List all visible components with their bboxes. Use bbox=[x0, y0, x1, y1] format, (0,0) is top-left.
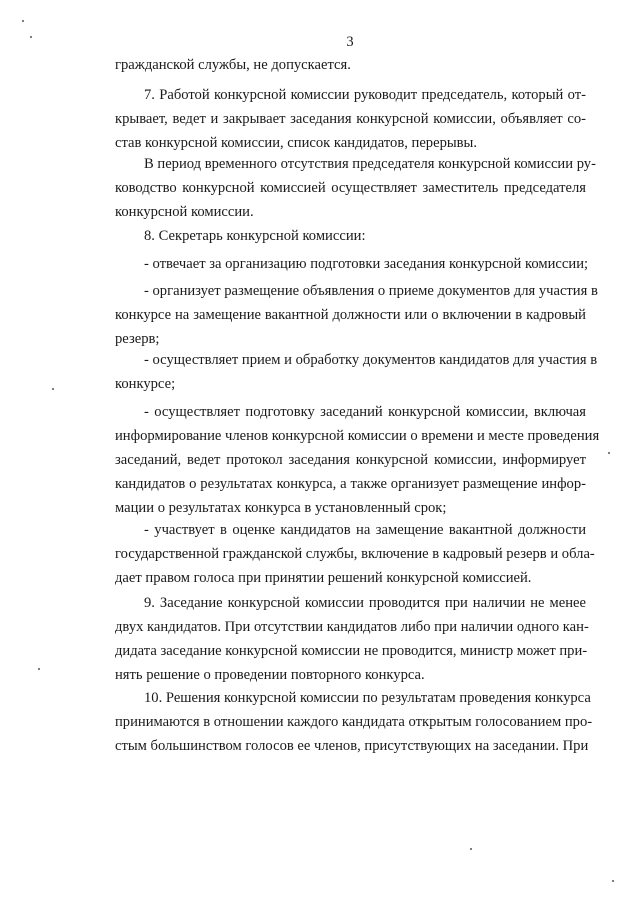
text-line: - осуществляет подготовку заседаний конкурсной комиссии, включая bbox=[144, 404, 586, 420]
text-line: 9. Заседание конкурсной комиссии проводится при наличии не менее bbox=[144, 595, 586, 611]
paragraph bbox=[115, 591, 589, 687]
scan-speck bbox=[608, 452, 610, 454]
text-line: - организует размещение объявления о приеме документов для участия в bbox=[144, 283, 598, 299]
text-line: дидата заседание конкурсной комиссии не проводится, министр может при- bbox=[115, 643, 588, 659]
paragraph bbox=[115, 400, 600, 520]
text-line: информирование членов конкурсной комиссии о времени и месте проведения bbox=[115, 428, 600, 444]
text-line: - осуществляет прием и обработку документов кандидатов для участия в bbox=[144, 352, 598, 368]
text-line: 7. Работой конкурсной комиссии руководит председатель, который от- bbox=[144, 87, 586, 103]
paragraph bbox=[115, 348, 598, 396]
paragraph bbox=[115, 518, 595, 590]
text-line: став конкурсной комиссии, список кандидатов, перерывы. bbox=[115, 135, 478, 151]
paragraph bbox=[115, 83, 586, 155]
text-line: - отвечает за организацию подготовки заседания конкурсной комиссии; bbox=[144, 256, 589, 272]
text-line: В период временного отсутствия председателя конкурсной комиссии ру- bbox=[144, 156, 596, 172]
paragraph bbox=[115, 279, 598, 351]
text-line: нять решение о проведении повторного конкурса. bbox=[115, 667, 425, 683]
text-line: резерв; bbox=[115, 331, 160, 347]
text-line: мации о результатах конкурса в установленный срок; bbox=[115, 500, 447, 516]
text-line: 10. Решения конкурсной комиссии по результатам проведения конкурса bbox=[144, 690, 591, 706]
scan-speck bbox=[52, 388, 54, 390]
text-line: - участвует в оценке кандидатов на замещение вакантной должности bbox=[144, 522, 586, 538]
text-line: государственной гражданской службы, включение в кадровый резерв и обла- bbox=[115, 546, 595, 562]
text-line: двух кандидатов. При отсутствии кандидатов либо при наличии одного кан- bbox=[115, 619, 589, 635]
text-line: ководство конкурсной комиссией осуществляет заместитель председателя bbox=[115, 180, 586, 196]
paragraph bbox=[115, 152, 596, 224]
scan-speck bbox=[30, 36, 32, 38]
text-line: принимаются в отношении каждого кандидата открытым голосованием про- bbox=[115, 714, 593, 730]
scan-speck bbox=[470, 848, 472, 850]
text-line: конкурсе на замещение вакантной должности или о включении в кадровый bbox=[115, 307, 586, 323]
scan-speck bbox=[38, 668, 40, 670]
text-line: дает правом голоса при принятии решений конкурсной комиссией. bbox=[115, 570, 532, 586]
page-number: 3 bbox=[346, 34, 354, 50]
text-line: конкурсе; bbox=[115, 376, 176, 392]
text-line: конкурсной комиссии. bbox=[115, 204, 254, 220]
paragraph bbox=[115, 224, 586, 248]
scan-speck bbox=[612, 880, 614, 882]
paragraph bbox=[115, 53, 586, 77]
text-line: гражданской службы, не допускается. bbox=[115, 57, 351, 73]
scan-speck bbox=[22, 20, 24, 22]
text-line: кандидатов о результатах конкурса, а также организует размещение инфор- bbox=[115, 476, 586, 492]
text-line: крывает, ведет и закрывает заседания конкурсной комиссии, объявляет со- bbox=[115, 111, 586, 127]
text-line: заседаний, ведет протокол заседания конкурсной комиссии, информирует bbox=[115, 452, 586, 468]
paragraph bbox=[115, 252, 589, 276]
paragraph bbox=[115, 686, 593, 758]
text-line: стым большинством голосов ее членов, присутствующих на заседании. При bbox=[115, 738, 589, 754]
text-line: 8. Секретарь конкурсной комиссии: bbox=[144, 228, 366, 244]
